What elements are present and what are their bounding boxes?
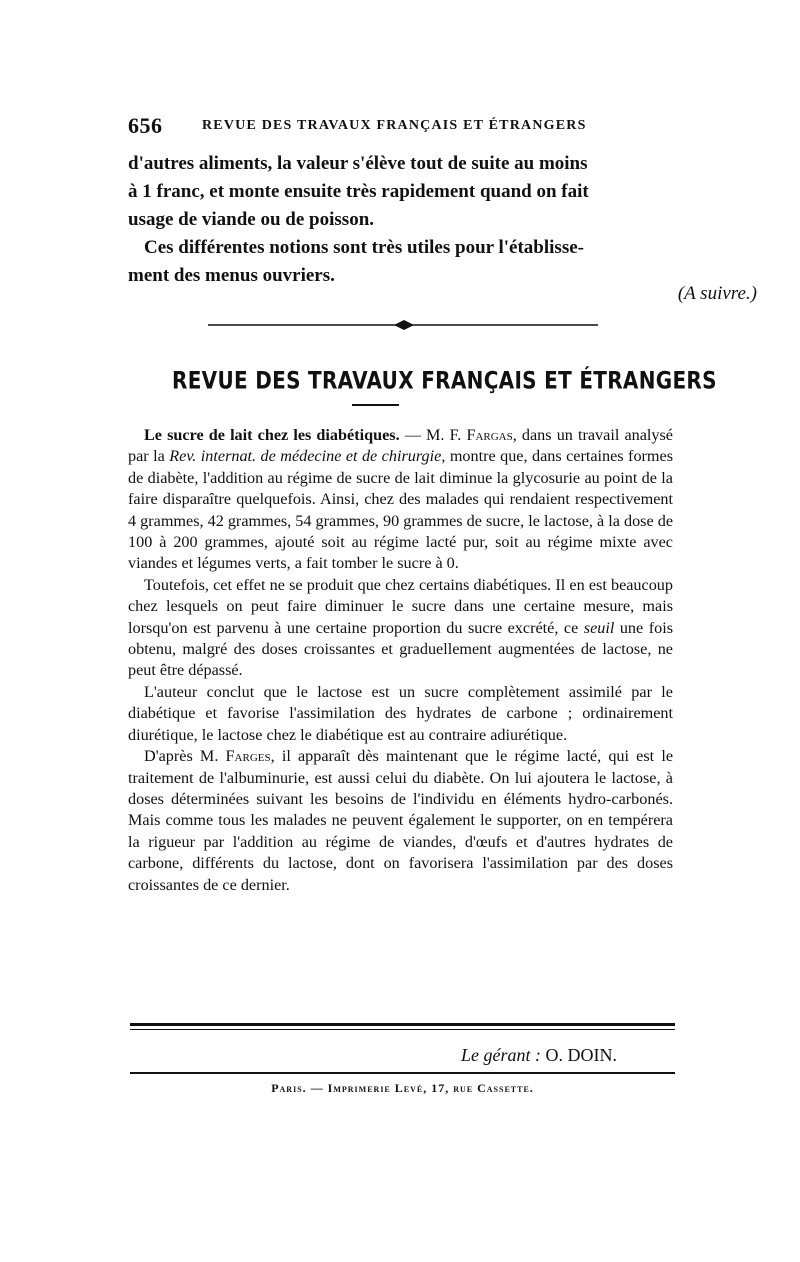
article-paragraph: D'après M. Farges, il apparaît dès maintenant que le régime lacté, qui est le traitement de l'albuminurie, est aussi celui du diabète. On lui ajoutera le lactose, à doses déterminées suivant les besoins de l'individu en éléments hydro-carbonés. Mais comme tous les malades ne peuvent également le supporter, on en tempérera la rigueur par l'addition au régime de viandes, d'œufs et d'autres hydrates de carbone, différents du lactose, dont on favorisera l'assimilation par des doses croissantes de ce dernier.: [128, 747, 674, 894]
article-paragraph: Toutefois, cet effet ne se produit que chez certains diabétiques. Il en est beaucoup chez lesquels on peut faire diminuer le sucre dans une certaine mesure, mais lorsqu'on est parvenu à une certaine proportion du sucre excrété, ce seuil une fois obtenu, malgré des doses croissantes et graduellement augmentées de lactose, ne peut être dépassé.: [128, 575, 673, 680]
double-rule: [130, 1023, 675, 1030]
ornamental-rule: [208, 318, 598, 332]
diamond-ornament: [394, 320, 414, 330]
article-paragraph: L'auteur conclut que le lactose est un sucre complètement assimilé par le diabétique et favorise l'assimilation des hydrates de carbone ; ordinairement diurétique, le lactose chez le diabétique est au contraire adiurétique.: [128, 682, 673, 744]
page-number: 656: [128, 113, 163, 138]
article: [128, 425, 673, 896]
lead-line: ment des menus ouvriers.: [128, 265, 335, 286]
section-title: REVUE DES TRAVAUX FRANÇAIS ET ÉTRANGERS: [172, 366, 717, 395]
printer-imprint: Paris. — Imprimerie Levé, 17, rue Cassette.: [271, 1081, 534, 1095]
running-title: REVUE DES TRAVAUX FRANÇAIS ET ÉTRANGERS: [202, 118, 587, 133]
lead-line: Ces différentes notions sont très utiles pour l'établisse-: [144, 237, 584, 258]
bottom-rule: [130, 1072, 675, 1074]
a-suivre-note: (A suivre.): [677, 283, 757, 304]
short-rule: [352, 404, 399, 406]
gerant-signature: Le gérant : O. DOIN.: [461, 1045, 617, 1065]
article-heading: Le sucre de lait chez les diabétiques.: [144, 426, 400, 444]
lead-line: à 1 franc, et monte ensuite très rapidement quand on fait: [128, 181, 589, 202]
lead-line: d'autres aliments, la valeur s'élève tout de suite au moins: [128, 153, 588, 174]
author-name: Farges: [225, 747, 271, 766]
continued-text: [128, 150, 673, 290]
article-paragraph: Le sucre de lait chez les diabétiques. — M. F. Fargas, dans un travail analysé par la Rev. internat. de médecine et de chirurgie, montre que, dans certaines formes de diabète, l'addition au régime de sucre de lait diminue la glycosurie au point de la faire disparaître quelquefois. Ainsi, chez des malades qui rendaient respectivement 4 grammes, 42 grammes, 54 grammes, 90 grammes de sucre, le lactose, à la dose de 100 à 200 grammes, ajouté soit au régime lacté pur, soit au régime mixte avec viandes et légumes verts, a fait tomber le sucre à 0.: [128, 426, 674, 573]
journal-title: Rev. internat. de médecine et de chirurgie: [169, 447, 442, 466]
author-name: Fargas: [466, 426, 513, 444]
running-head: [128, 113, 673, 139]
lead-line: usage de viande ou de poisson.: [128, 209, 375, 230]
